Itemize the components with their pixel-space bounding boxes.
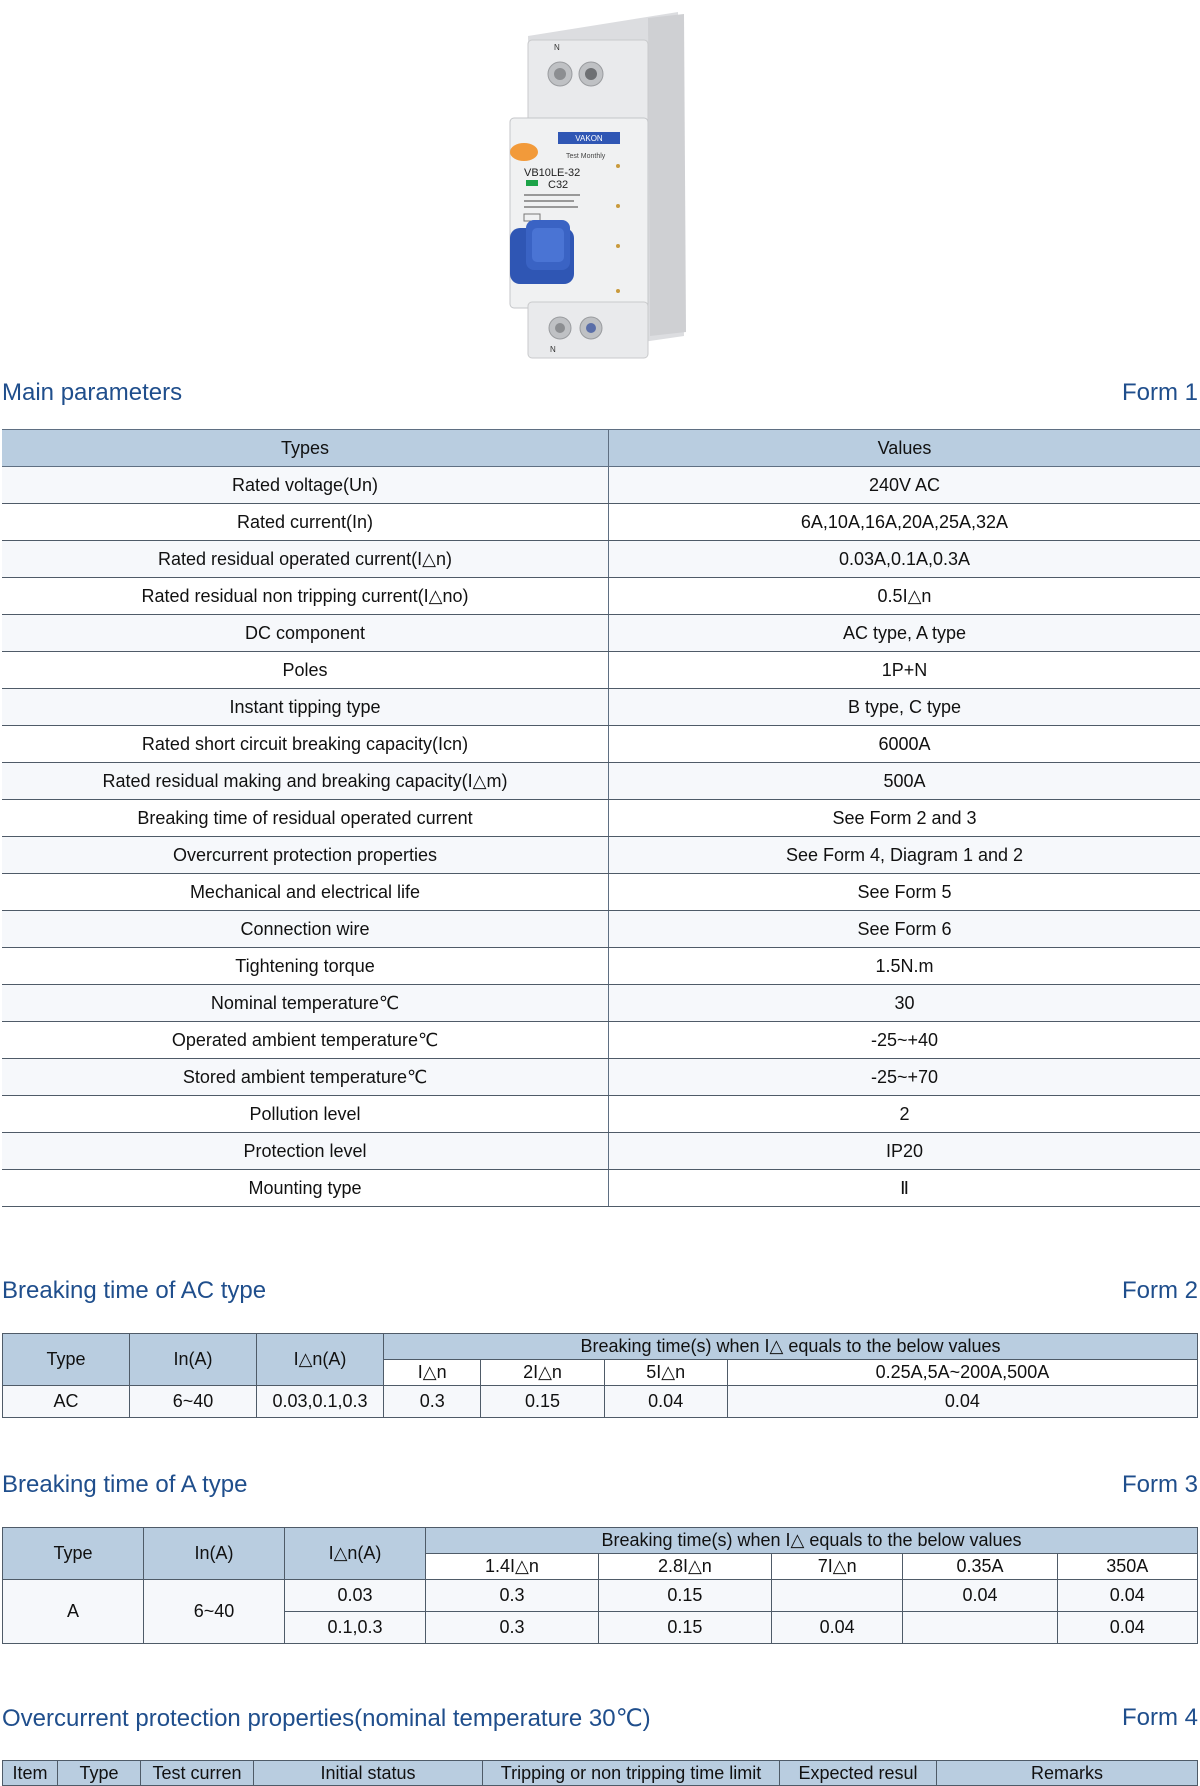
parameter-value: 30 bbox=[609, 985, 1200, 1022]
parameter-name: Overcurrent protection properties bbox=[2, 837, 609, 874]
table-cell: 0.03,0.1,0.3 bbox=[257, 1386, 384, 1418]
table-cell: 0.03 bbox=[285, 1580, 426, 1612]
section-a-type bbox=[2, 1468, 1198, 1502]
parameter-value: 1.5N.m bbox=[609, 948, 1200, 985]
table-cell: A bbox=[3, 1580, 144, 1644]
form-label: Form 4 bbox=[1122, 1704, 1198, 1732]
parameter-value: 0.03A,0.1A,0.3A bbox=[609, 541, 1200, 578]
model-label: VB10LE-32 bbox=[524, 167, 580, 179]
rcbo-product-image bbox=[488, 6, 708, 362]
parameter-value: See Form 2 and 3 bbox=[609, 800, 1200, 837]
table-cell: 0.15 bbox=[481, 1386, 604, 1418]
parameter-value: 0.5I△n bbox=[609, 578, 1200, 615]
table-cell: 0.3 bbox=[384, 1386, 481, 1418]
table-row bbox=[2, 1022, 1200, 1059]
ac-breaking-time-table bbox=[2, 1333, 1198, 1418]
parameter-name: Mechanical and electrical life bbox=[2, 874, 609, 911]
form-label: Form 3 bbox=[1122, 1471, 1198, 1499]
table-row bbox=[2, 652, 1200, 689]
parameter-value: See Form 5 bbox=[609, 874, 1200, 911]
subheader-cell: 7I△n bbox=[771, 1554, 903, 1580]
header-in: In(A) bbox=[130, 1334, 257, 1386]
parameter-name: Protection level bbox=[2, 1133, 609, 1170]
table-row bbox=[2, 800, 1200, 837]
table-row bbox=[2, 726, 1200, 763]
header-in: In(A) bbox=[144, 1528, 285, 1580]
parameter-name: Connection wire bbox=[2, 911, 609, 948]
form-label: Form 1 bbox=[1122, 379, 1198, 407]
table-cell: 0.04 bbox=[771, 1612, 903, 1644]
parameter-name: DC component bbox=[2, 615, 609, 652]
header-test-current: Test curren bbox=[141, 1761, 254, 1786]
table-row bbox=[2, 985, 1200, 1022]
parameter-value: -25~+70 bbox=[609, 1059, 1200, 1096]
subheader-cell: 2.8I△n bbox=[598, 1554, 771, 1580]
table-row bbox=[2, 467, 1200, 504]
table-row bbox=[2, 874, 1200, 911]
table-cell bbox=[771, 1580, 903, 1612]
header-breaking-time: Breaking time(s) when I△ equals to the below values bbox=[426, 1528, 1198, 1554]
parameter-value: IP20 bbox=[609, 1133, 1200, 1170]
table-row bbox=[2, 504, 1200, 541]
table-header-row bbox=[3, 1761, 1198, 1786]
table-row bbox=[3, 1386, 1198, 1418]
parameter-value: Ⅱ bbox=[609, 1170, 1200, 1207]
parameter-value: B type, C type bbox=[609, 689, 1200, 726]
table-header-row bbox=[3, 1528, 1198, 1554]
parameter-value: 6000A bbox=[609, 726, 1200, 763]
table-cell: 0.04 bbox=[727, 1386, 1197, 1418]
table-row bbox=[2, 541, 1200, 578]
table-cell: AC bbox=[3, 1386, 130, 1418]
parameter-value: 6A,10A,16A,20A,25A,32A bbox=[609, 504, 1200, 541]
header-time-limit: Tripping or non tripping time limit bbox=[483, 1761, 780, 1786]
table-cell: 0.3 bbox=[426, 1580, 599, 1612]
table-header-row bbox=[3, 1334, 1198, 1360]
parameter-name: Rated residual operated current(I△n) bbox=[2, 541, 609, 578]
header-idn: I△n(A) bbox=[257, 1334, 384, 1386]
header-item: Item bbox=[3, 1761, 58, 1786]
parameter-value: 240V AC bbox=[609, 467, 1200, 504]
form-label: Form 2 bbox=[1122, 1277, 1198, 1305]
parameter-name: Rated short circuit breaking capacity(Icn) bbox=[2, 726, 609, 763]
section-overcurrent bbox=[2, 1701, 1198, 1735]
parameter-value: 2 bbox=[609, 1096, 1200, 1133]
table-cell: 6~40 bbox=[130, 1386, 257, 1418]
parameter-value: -25~+40 bbox=[609, 1022, 1200, 1059]
parameter-value: See Form 4, Diagram 1 and 2 bbox=[609, 837, 1200, 874]
a-breaking-time-table bbox=[2, 1527, 1198, 1644]
brand-label: VAKON bbox=[575, 134, 603, 143]
section-main-parameters bbox=[2, 376, 1198, 410]
table-cell: 0.04 bbox=[604, 1386, 727, 1418]
section-ac-type bbox=[2, 1274, 1198, 1308]
table-header-row bbox=[2, 430, 1200, 467]
table-cell: 0.1,0.3 bbox=[285, 1612, 426, 1644]
parameter-name: Nominal temperature℃ bbox=[2, 985, 609, 1022]
section-title: Overcurrent protection properties(nominal temperature 30℃) bbox=[2, 1704, 651, 1733]
table-cell: 0.04 bbox=[1057, 1612, 1197, 1644]
header-type: Type bbox=[58, 1761, 141, 1786]
subheader-cell: 2I△n bbox=[481, 1360, 604, 1386]
header-breaking-time: Breaking time(s) when I△ equals to the below values bbox=[384, 1334, 1198, 1360]
parameter-name: Breaking time of residual operated current bbox=[2, 800, 609, 837]
parameter-name: Instant tipping type bbox=[2, 689, 609, 726]
parameter-value: See Form 6 bbox=[609, 911, 1200, 948]
subheader-cell: 1.4I△n bbox=[426, 1554, 599, 1580]
parameter-value: 500A bbox=[609, 763, 1200, 800]
parameter-name: Stored ambient temperature℃ bbox=[2, 1059, 609, 1096]
subheader-cell: 0.25A,5A~200A,500A bbox=[727, 1360, 1197, 1386]
table-row bbox=[2, 1096, 1200, 1133]
rating-label: C32 bbox=[548, 179, 568, 191]
parameter-name: Pollution level bbox=[2, 1096, 609, 1133]
test-monthly-label: Test Monthly bbox=[566, 153, 606, 160]
parameter-name: Operated ambient temperature℃ bbox=[2, 1022, 609, 1059]
table-cell: 0.04 bbox=[1057, 1580, 1197, 1612]
subheader-cell: I△n bbox=[384, 1360, 481, 1386]
main-parameters-table bbox=[2, 429, 1200, 1207]
parameter-name: Rated voltage(Un) bbox=[2, 467, 609, 504]
table-cell bbox=[903, 1612, 1057, 1644]
header-type: Type bbox=[3, 1528, 144, 1580]
header-type: Type bbox=[3, 1334, 130, 1386]
subheader-cell: 5I△n bbox=[604, 1360, 727, 1386]
table-cell: 0.3 bbox=[426, 1612, 599, 1644]
parameter-name: Poles bbox=[2, 652, 609, 689]
header-values: Values bbox=[609, 430, 1200, 467]
table-row bbox=[2, 689, 1200, 726]
header-types: Types bbox=[2, 430, 609, 467]
parameter-value: AC type, A type bbox=[609, 615, 1200, 652]
table-row bbox=[2, 837, 1200, 874]
parameter-value: 1P+N bbox=[609, 652, 1200, 689]
table-row bbox=[2, 578, 1200, 615]
header-initial-status: Initial status bbox=[254, 1761, 483, 1786]
table-cell: 0.15 bbox=[598, 1612, 771, 1644]
parameter-name: Rated residual making and breaking capacity(I△m) bbox=[2, 763, 609, 800]
table-cell: 6~40 bbox=[144, 1580, 285, 1644]
section-title: Breaking time of AC type bbox=[2, 1277, 266, 1305]
table-cell: 0.04 bbox=[903, 1580, 1057, 1612]
parameter-name: Rated current(In) bbox=[2, 504, 609, 541]
table-row bbox=[2, 1059, 1200, 1096]
overcurrent-table bbox=[2, 1760, 1198, 1786]
parameter-name: Mounting type bbox=[2, 1170, 609, 1207]
parameter-name: Tightening torque bbox=[2, 948, 609, 985]
parameter-name: Rated residual non tripping current(I△no) bbox=[2, 578, 609, 615]
table-row bbox=[2, 948, 1200, 985]
table-row bbox=[3, 1580, 1198, 1612]
table-row bbox=[2, 763, 1200, 800]
table-row bbox=[2, 911, 1200, 948]
section-title: Breaking time of A type bbox=[2, 1471, 247, 1499]
header-idn: I△n(A) bbox=[285, 1528, 426, 1580]
header-remarks: Remarks bbox=[937, 1761, 1198, 1786]
bottom-n-label: N bbox=[550, 345, 556, 354]
table-cell: 0.15 bbox=[598, 1580, 771, 1612]
section-title: Main parameters bbox=[2, 379, 182, 407]
table-row bbox=[2, 1133, 1200, 1170]
subheader-cell: 0.35A bbox=[903, 1554, 1057, 1580]
subheader-cell: 350A bbox=[1057, 1554, 1197, 1580]
top-n-label: N bbox=[554, 43, 560, 52]
table-row bbox=[2, 1170, 1200, 1207]
header-expected-result: Expected resul bbox=[780, 1761, 937, 1786]
table-row bbox=[2, 615, 1200, 652]
